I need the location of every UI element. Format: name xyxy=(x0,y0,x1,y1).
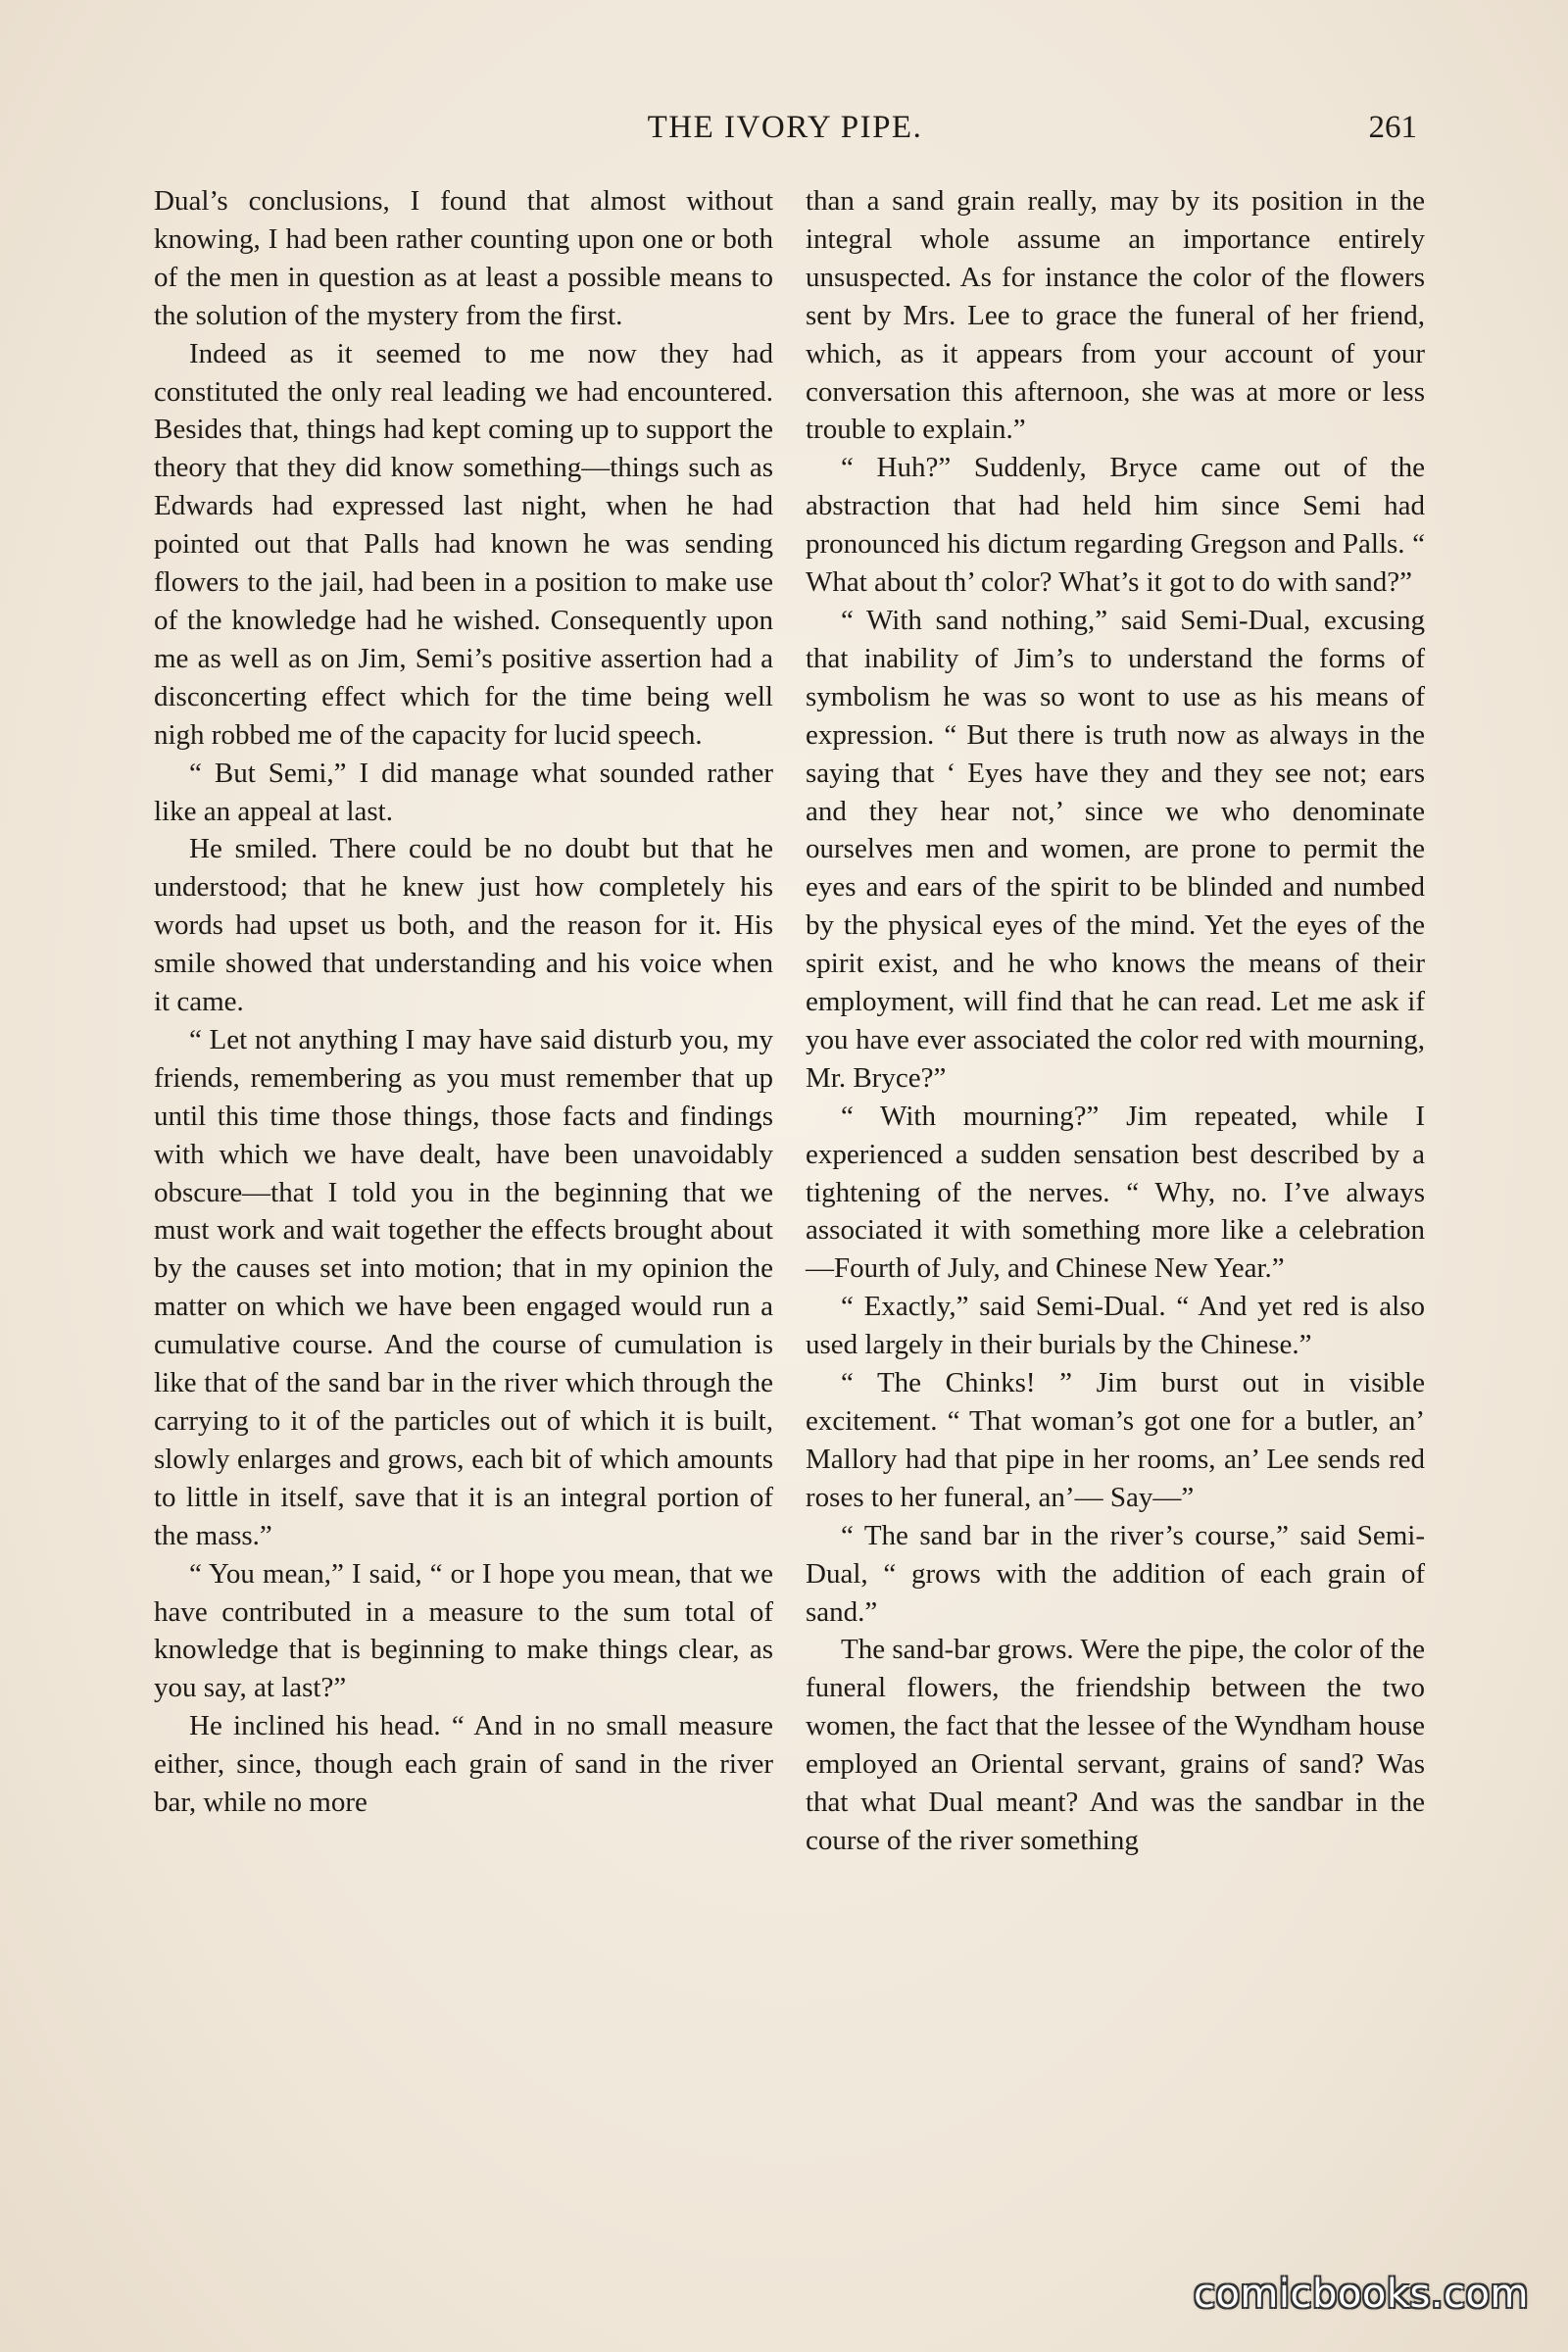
paragraph: “ With sand nothing,” said Semi-Dual, excusing that inability of Jim’s to understand the forms of symbolism he was so wont to use as his means of expression. “ But there is truth now as always in the saying that ‘ Eyes have they and they see not; ears and they hear not,’ since we who denominate ourselves men and women, are prone to permit the eyes and ears of the spirit to be blinded and numbed by the physical eyes of the mind. Yet the eyes of the spirit exist, and he who knows the means of their employment, will find that he can read. Let me ask if you have ever associated the color red with mourning, Mr. Bryce?” xyxy=(806,604,1425,1094)
paragraph: Indeed as it seemed to me now they had constituted the only real leading we had encountered. Besides that, things had kept coming up to support the theory that they did know something—things such as Edwards had expressed last night, when he had pointed out that Palls had known he was sending flowers to the jail, had been in a position to make use of the knowledge had he wished. Consequently upon me as well as on Jim, Semi’s positive assertion had a disconcerting effect which for the time being well nigh robbed me of the capacity for lucid speech. xyxy=(154,337,773,751)
page-number: 261 xyxy=(1368,110,1417,145)
paragraph: He inclined his head. “ And in no small measure either, since, though each grain of sand in the river bar, while no more xyxy=(154,1710,773,1819)
right-column xyxy=(806,182,1425,1860)
page-header xyxy=(153,110,1417,159)
paragraph: “ Let not anything I may have said disturb you, my friends, remembering as you must remember that up until this time those things, those facts and findings with which we have dealt, have been unavoidably obscure—that I told you in the beginning that we must work and wait together the effects brought about by the causes set into motion; that in my opinion the matter on which we have been engaged would run a cumulative course. And the course of cumulation is like that of the sand bar in the river which through the carrying to it of the particles out of which it is built, slowly enlarges and grows, each bit of which amounts to little in itself, save that it is an integral portion of the mass.” xyxy=(154,1023,773,1551)
paragraph: He smiled. There could be no doubt but that he understood; that he knew just how completely his words had upset us both, and the reason for it. His smile showed that understanding and his voice when it came. xyxy=(154,833,773,1018)
paragraph: “ With mourning?” Jim repeated, while I experienced a sudden sensation best described by a tightening of the nerves. “ Why, no. I’ve always associated it with something more like a celebration—Fourth of July, and Chinese New Year.” xyxy=(806,1100,1425,1285)
paragraph: “ The Chinks! ” Jim burst out in visible excitement. “ That woman’s got one for a butler, an’ Mallory had that pipe in her rooms, an’ Lee sends red roses to her funeral, an’— Say—” xyxy=(806,1367,1425,1513)
paragraph: The sand-bar grows. Were the pipe, the color of the funeral flowers, the friendship between the two women, the fact that the lessee of the Wyndham house employed an Oriental servant, grains of sand? Was that what Dual meant? And was the sandbar in the course of the river something xyxy=(806,1634,1425,1856)
left-column xyxy=(154,182,773,1822)
paragraph: “ The sand bar in the river’s course,” said Semi-Dual, “ grows with the addition of each grain of sand.” xyxy=(806,1519,1425,1628)
running-head: THE IVORY PIPE. xyxy=(647,110,923,145)
paragraph: than a sand grain really, may by its position in the integral whole assume an importance entirely unsuspected. As for instance the color of the flowers sent by Mrs. Lee to grace the funeral of her friend, which, as it appears from your account of your conversation this afternoon, she was at more or less trouble to explain.” xyxy=(806,185,1425,446)
paragraph: “ But Semi,” I did manage what sounded rather like an appeal at last. xyxy=(154,757,773,827)
paragraph: “ Huh?” Suddenly, Bryce came out of the abstraction that had held him since Semi had pronounced his dictum regarding Gregson and Palls. “ What about th’ color? What’s it got to do with sand?” xyxy=(806,452,1425,599)
paragraph: Dual’s conclusions, I found that almost without knowing, I had been rather counting upon one or both of the men in question as at least a possible means to the solution of the mystery from the first. xyxy=(154,185,773,331)
paragraph: “ Exactly,” said Semi-Dual. “ And yet red is also used largely in their burials by the Chinese.” xyxy=(806,1291,1425,1361)
paragraph: “ You mean,” I said, “ or I hope you mean, that we have contributed in a measure to the sum total of knowledge that is beginning to make things clear, as you say, at last?” xyxy=(154,1557,773,1704)
watermark: comicbooks.com xyxy=(1193,2272,1529,2317)
